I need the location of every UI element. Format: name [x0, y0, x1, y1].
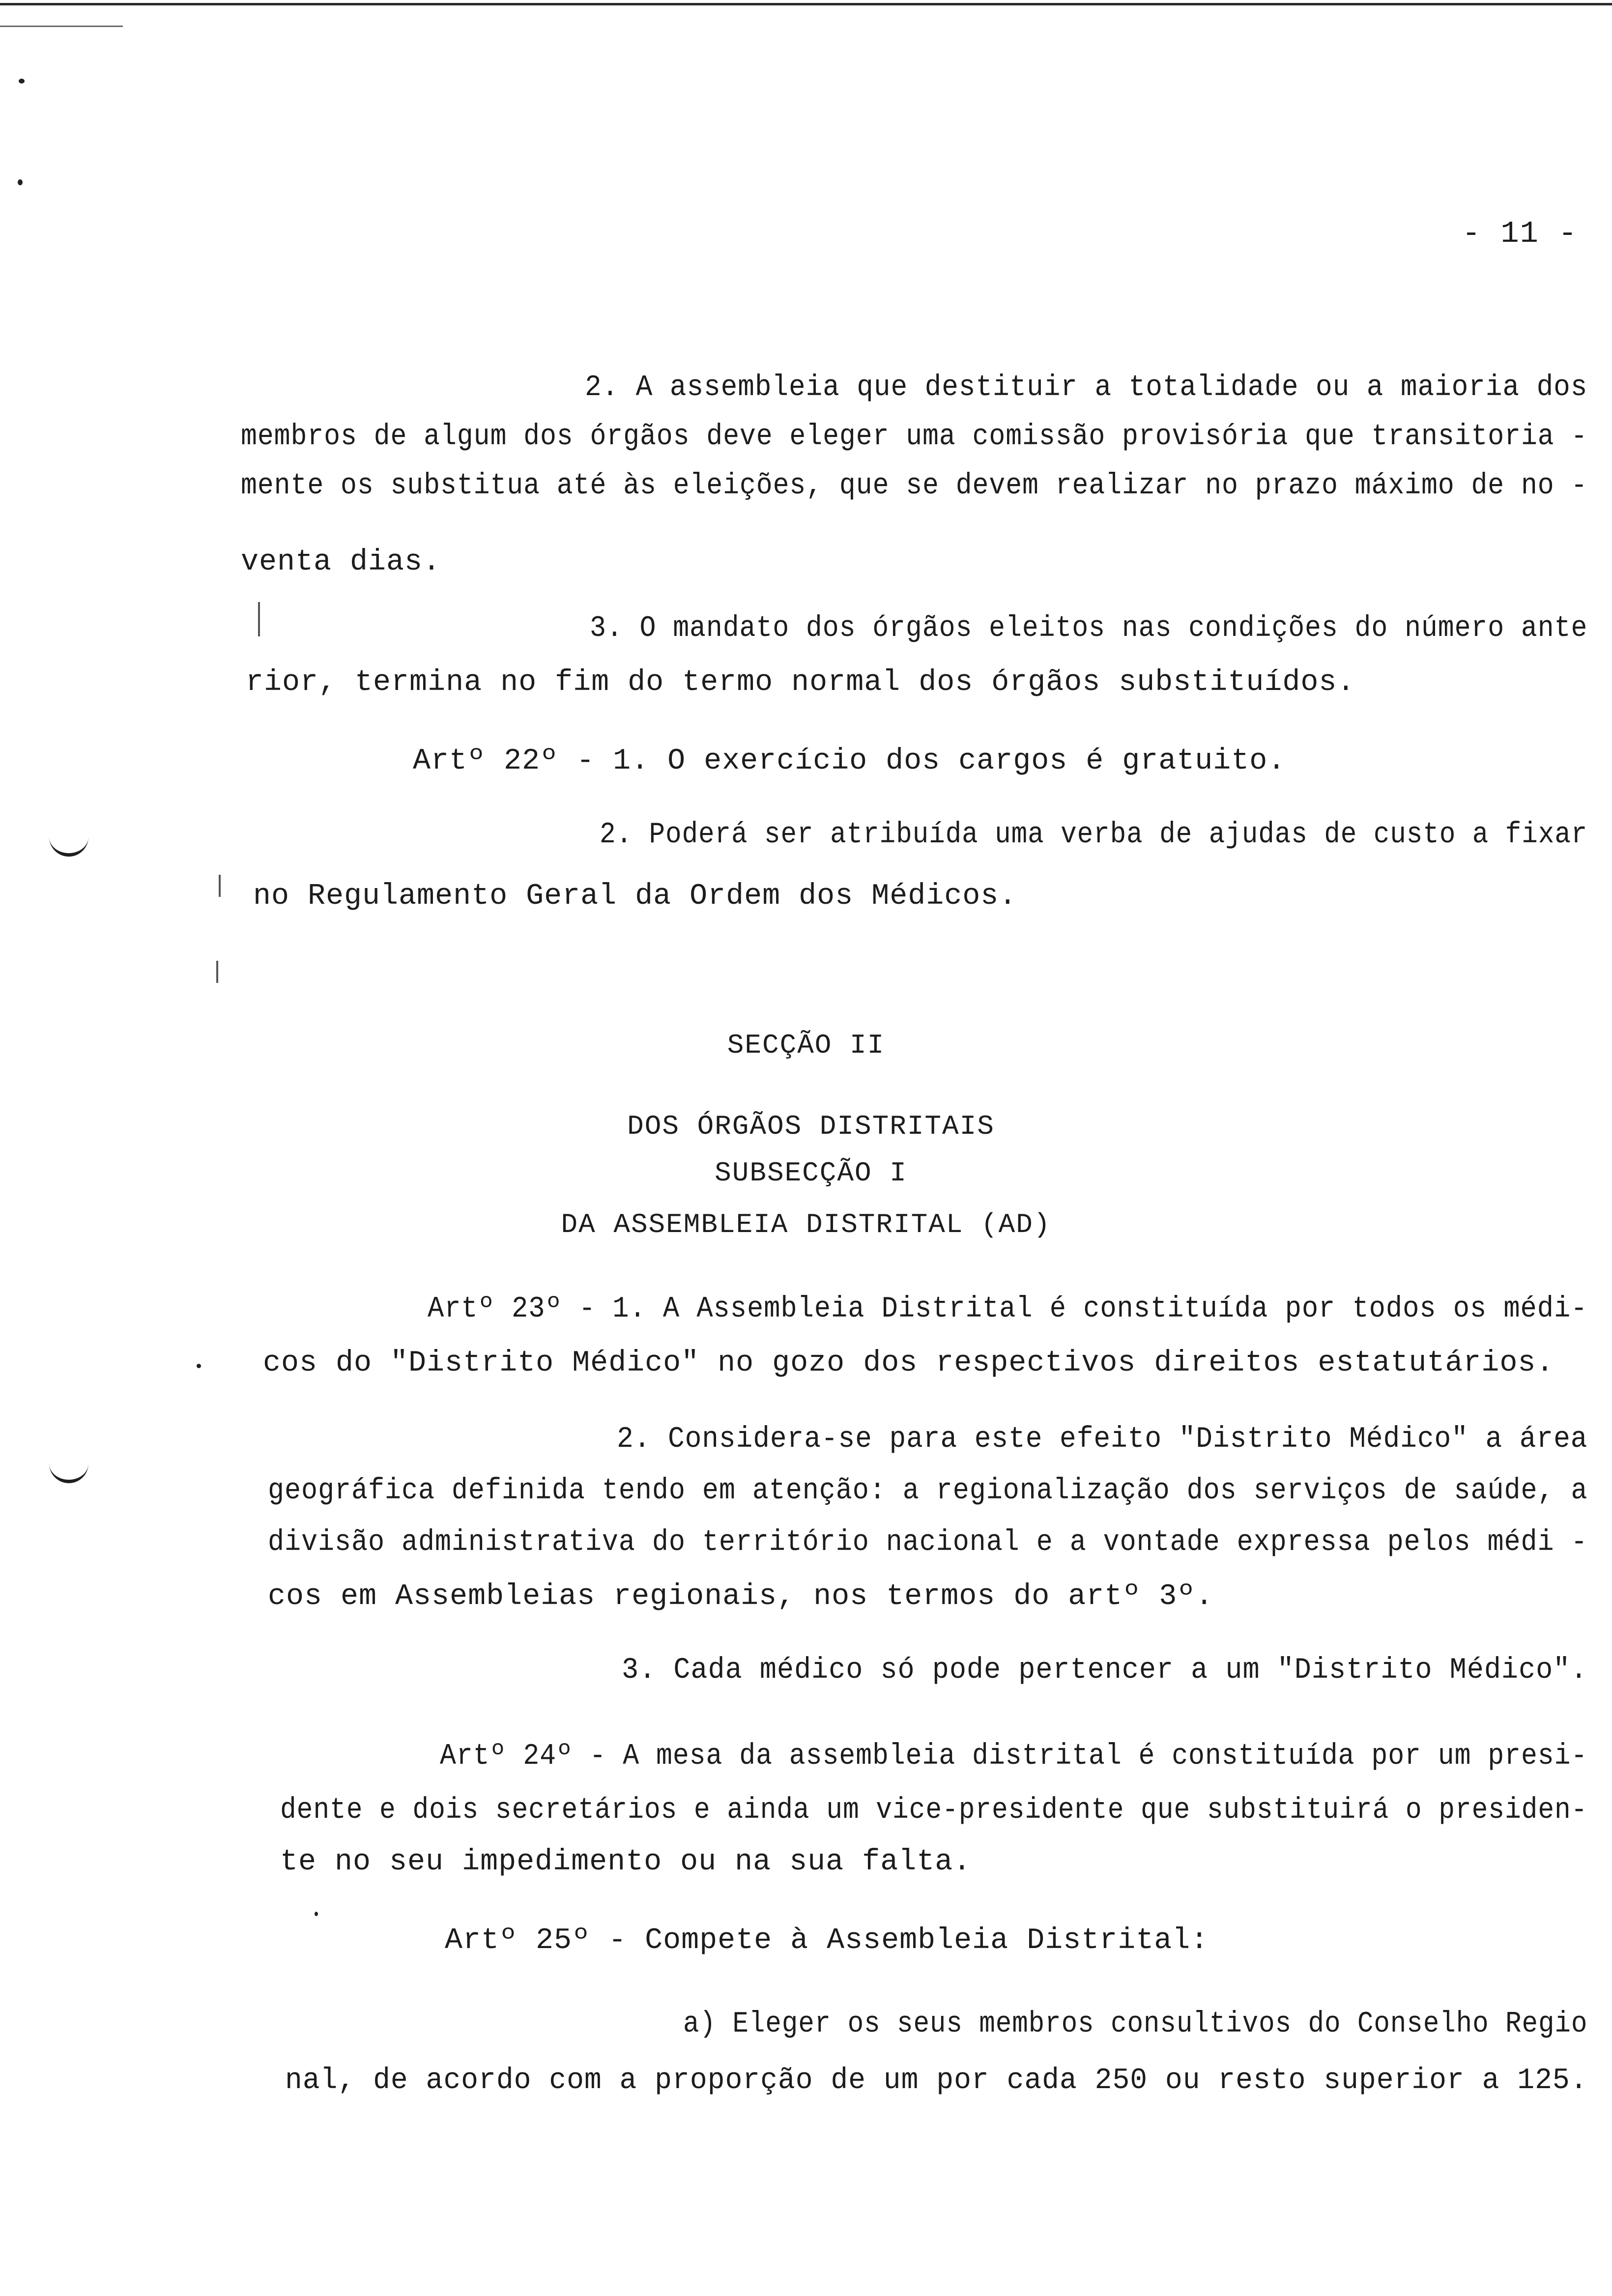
- paragraph-line: membros de algum dos órgãos deve eleger uma comissão provisória que transitoria -: [241, 420, 1588, 454]
- article-22-heading-line: Artº 22º - 1. O exercício dos cargos é gratuito.: [413, 745, 1286, 778]
- article-24-heading-line: Artº 24º - A mesa da assembleia distrital é constituída por um presi-: [440, 1740, 1588, 1773]
- section-subtitle: DOS ÓRGÃOS DISTRITAIS: [627, 1111, 995, 1142]
- punch-hole-mark: [49, 1462, 88, 1483]
- paragraph-line: nal, de acordo com a proporção de um por cada 250 ou resto superior a 125.: [285, 2064, 1588, 2097]
- paragraph-line: 2. Considera-se para este efeito "Distrito Médico" a área: [617, 1423, 1588, 1456]
- paragraph-line: 2. Poderá ser atribuída uma verba de ajudas de custo a fixar: [600, 818, 1588, 852]
- paragraph-line: divisão administrativa do território nacional e a vontade expressa pelos médi -: [268, 1526, 1588, 1559]
- margin-tick: [216, 961, 218, 983]
- article-23-heading-line: Artº 23º - 1. A Assembleia Distrital é constituída por todos os médi-: [428, 1292, 1588, 1326]
- paragraph-line: cos do "Distrito Médico" no gozo dos respectivos direitos estatutários.: [263, 1347, 1554, 1380]
- paragraph-line: 3. Cada médico só pode pertencer a um "Distrito Médico".: [622, 1654, 1588, 1687]
- scan-top-edge: [0, 3, 1612, 5]
- paragraph-line: dente e dois secretários e ainda um vice-presidente que substituirá o presiden-: [280, 1794, 1588, 1827]
- paragraph-line: venta dias.: [241, 545, 441, 579]
- paragraph-line: 3. O mandato dos órgãos eleitos nas condições do número ante: [590, 612, 1588, 645]
- margin-tick: [258, 602, 260, 636]
- section-title: SECÇÃO II: [727, 1030, 885, 1061]
- scan-edge-line: [0, 26, 123, 27]
- subsection-title: DA ASSEMBLEIA DISTRITAL (AD): [561, 1209, 1051, 1240]
- subsection-label: SUBSECÇÃO I: [715, 1157, 907, 1189]
- scan-speck: [18, 179, 23, 185]
- paragraph-line: 2. A assembleia que destituir a totalidade ou a maioria dos: [585, 371, 1588, 404]
- punch-hole-mark: [49, 835, 88, 857]
- list-item-a-line: a) Eleger os seus membros consultivos do Conselho Regio: [683, 2008, 1588, 2041]
- paragraph-line: no Regulamento Geral da Ordem dos Médicos.: [253, 880, 1017, 913]
- paragraph-line: geográfica definida tendo em atenção: a regionalização dos serviços de saúde, a: [268, 1474, 1588, 1508]
- paragraph-line: rior, termina no fim do termo normal dos órgãos substituídos.: [246, 666, 1355, 699]
- scan-speck: [315, 1912, 318, 1916]
- margin-tick: [219, 875, 221, 897]
- paragraph-line: te no seu impedimento ou na sua falta.: [280, 1845, 972, 1879]
- paragraph-line: mente os substitua até às eleições, que se devem realizar no prazo máximo de no -: [241, 469, 1588, 503]
- scan-speck: [197, 1364, 201, 1368]
- page-number: - 11 -: [1462, 216, 1578, 251]
- article-25-heading-line: Artº 25º - Compete à Assembleia Distrital:: [445, 1924, 1209, 1957]
- paragraph-line: cos em Assembleias regionais, nos termos do artº 3º.: [268, 1580, 1214, 1613]
- scan-speck: [19, 79, 25, 84]
